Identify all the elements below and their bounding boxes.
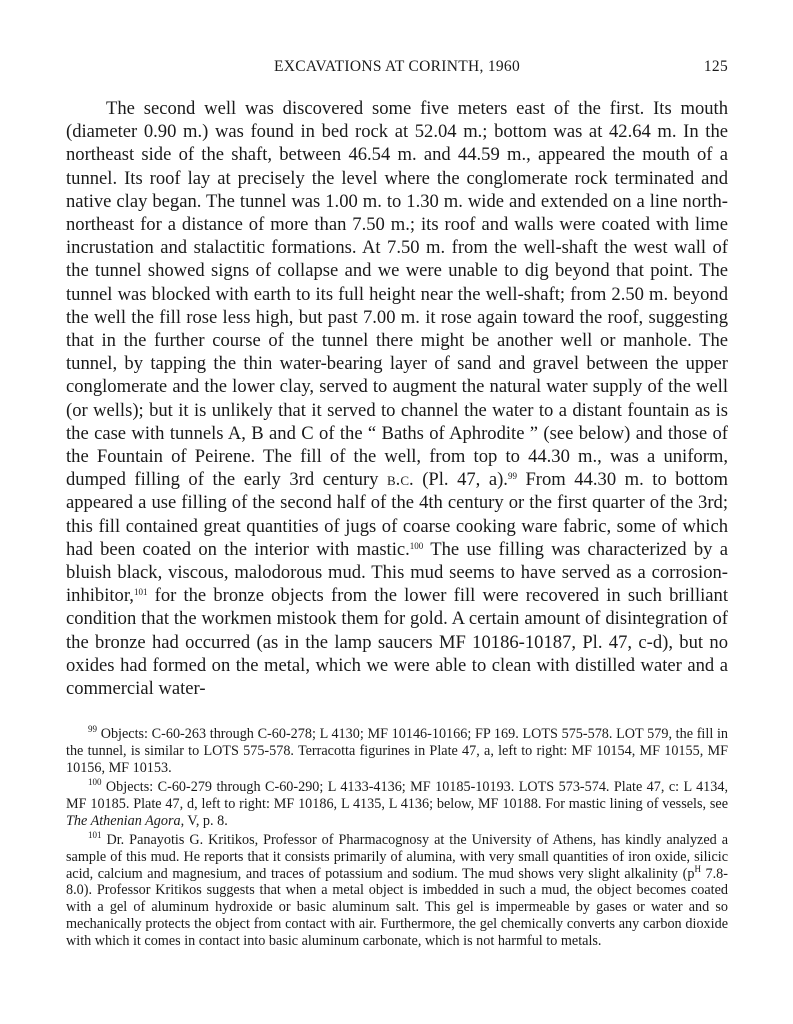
body-text-part-3: From 44.30 m. to bottom appeared a use filling of the second half of the 4th century or the first quarter of the 3rd; this fill contained great quantities of jugs of coarse cooking ware fabric, some of which had been coated on the interior with mastic.	[66, 469, 728, 560]
footnote-100	[66, 779, 728, 830]
body-paragraph	[66, 97, 728, 700]
footnote-number: 100	[88, 777, 102, 787]
bc-abbreviation: b.c.	[387, 469, 414, 491]
footnote-99	[66, 726, 728, 777]
body-text-part-4: The use filling was characterized by a bluish black, viscous, malodorous mud. This mud seems to have served as a corrosion-inhibitor,	[66, 538, 728, 607]
footnote-101	[66, 829, 728, 950]
footnote-text: Dr. Panayotis G. Kritikos, Professor of Pharmacognosy at the University of Athens, has kindly analyzed a sample of this mud. He reports that it consists primarily of alumina, with very small quantities of iron oxide, silicic acid, calcium and magnesium, and traces of potassium and sodium. The mud shows very slight alkalinity (p	[66, 831, 728, 882]
footnote-separator	[66, 700, 728, 710]
body-text-part-5: for the bronze objects from the lower fill were recovered in such brilliant condition that the workmen mistook them for gold. A certain amount of disintegration of the bronze had occurred (as in the lamp saucers MF 10186-10187, Pl. 47, c-d), but no oxides had formed on the metal, which we were able to clean with distilled water and a commercial water-	[66, 585, 728, 700]
footnote-text-end: 7.8-8.0). Professor Kritikos suggests that when a metal object is imbedded in such a mud, the object becomes coated with a gel of aluminum hydroxide or basic aluminum salt. This gel is impermeable by gases or water and so mechanically protects the object from contact with air. Furthermore, the gel chemically converts any carbon dioxide with which it comes in contact into basic aluminum carbonate, which is not harmful to metals.	[66, 865, 728, 950]
footnote-text: Objects: C-60-279 through C-60-290; L 4133-4136; MF 10185-10193. LOTS 573-574. Plate 47, c: L 4134, MF 10185. Plate 47, d, left to right: MF 10186, L 4135, L 4136; below, MF 10188. For mastic lining of vessels, see	[66, 779, 728, 812]
footnote-ref-100[interactable]: 100	[409, 540, 424, 551]
footnotes	[66, 726, 728, 950]
footnote-text: Objects: C-60-263 through C-60-278; L 4130; MF 10146-10166; FP 169. LOTS 575-578. LOT 579, the fill in the tunnel, is similar to LOTS 575-578. Terracotta figurines in Plate 47, a, left to right: MF 10154, MF 10155, MF 10156, MF 10153.	[66, 726, 728, 777]
footnote-number: 101	[88, 829, 102, 840]
footnote-ref-99[interactable]: 99	[507, 471, 517, 482]
footnote-number: 99	[88, 724, 97, 735]
book-title: The Athenian Agora	[66, 812, 181, 829]
document-page	[66, 58, 728, 952]
body-text-part-1: The second well was discovered some five meters east of the first. Its mouth (diameter 0.90 m.) was found in bed rock at 52.04 m.; bottom was at 42.64 m. In the northeast side of the shaft, between 46.54 m. and 44.59 m., appeared the mouth of a tunnel. Its roof lay at precisely the level where the conglomerate rock terminated and native clay began. The tunnel was 1.00 m. to 1.30 m. wide and extended on a line north-northeast for a distance of more than 7.50 m.; its roof and walls were coated with lime incrustation and stalactitic formations. At 7.50 m. from the well-shaft the west wall of the tunnel showed signs of collapse and we were unable to dig beyond that point. The tunnel was blocked with earth to its full height near the well-shaft; from 2.50 m. beyond the well the fill rose less high, but past 7.00 m. it rose again toward the roof, suggesting that in the further course of the tunnel there might be another well or manhole. The tunnel, by tapping the thin water-bearing layer of sand and gravel between the upper conglomerate and the lower clay, served to augment the natural water supply of the well (or wells); but it is unlikely that it served to channel the water to a distant fountain as is the case with tunnels A, B and C of the “ Baths of Aphrodite ” (see below) and those of the Fountain of Peirene. The fill of the well, from top to 44.30 m., was a uniform, dumped filling of the early 3rd century	[66, 98, 728, 491]
ph-superscript: H	[694, 863, 701, 874]
page-number: 125	[703, 58, 728, 75]
running-title: EXCAVATIONS AT CORINTH, 1960	[273, 58, 521, 75]
body-text	[66, 97, 728, 700]
body-text-part-2: (Pl. 47, a).	[413, 469, 508, 491]
footnote-ref-101[interactable]: 101	[133, 587, 148, 598]
footnote-text-end: , V, p. 8.	[180, 812, 228, 829]
running-header	[66, 58, 728, 84]
